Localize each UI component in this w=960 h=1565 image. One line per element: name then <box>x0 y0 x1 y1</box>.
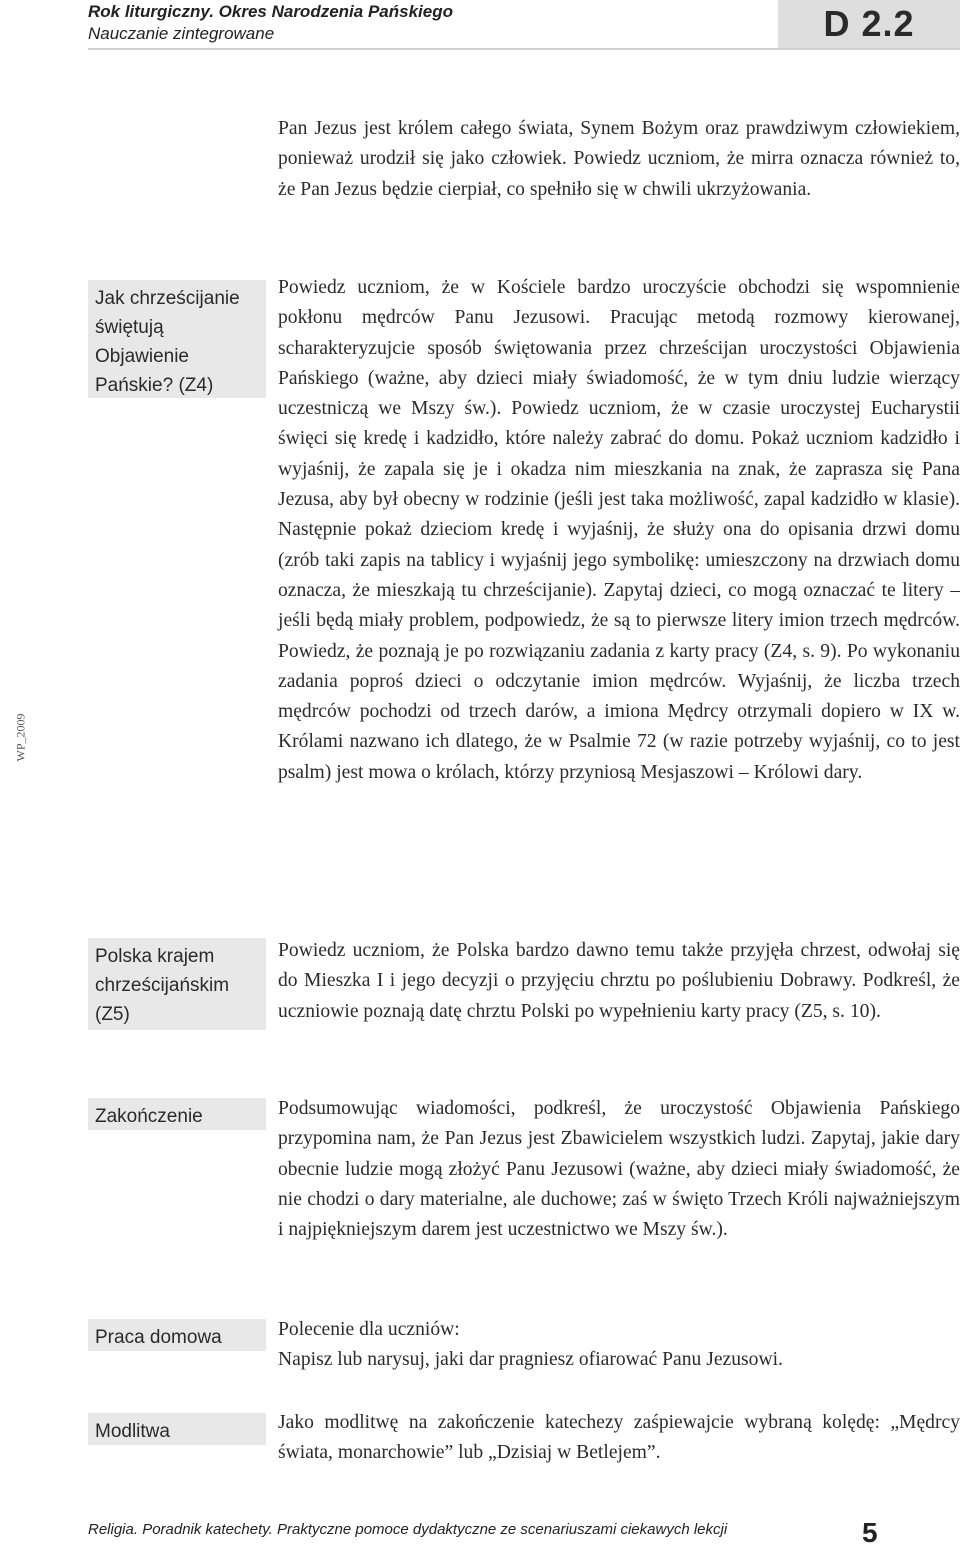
section-label-praca-domowa: Praca domowa <box>88 1319 266 1351</box>
section-text-objawienie: Powiedz uczniom, że w Kościele bardzo uroczyście obchodzi się wspomnienie pokłonu mędrców Panu Jezusowi. Pracując metodą rozmowy kierowanej, scharakteryzujcie sposób świętowania przez chrześcijan uroczystości Objawienia Pańskiego (ważne, aby dzieci miały świadomość, że w tym dniu ludzie wierzący uczestniczą we Mszy św.). Powiedz uczniom, że w czasie uroczystej Eucharystii święci się kredę i kadzidło, które należy zabrać do domu. Pokaż uczniom kadzidło i wyjaśnij, że zapala się je i okadza nim mieszkania na znak, że zaprasza się Pana Jezusa, aby był obecny w rodzinie (jeśli jest taka możliwość, zapal kadzidło w klasie). Następnie pokaż dzieciom kredę i wyjaśnij, że służy ona do opisania drzwi domu (zrób taki zapis na tablicy i wyjaśnij jego symbolikę: umieszczony na drzwiach domu oznacza, że mieszkają tu chrześcijanie). Zapytaj dzieci, co mogą oznaczać te litery – jeśli będą miały problem, podpowiedz, że są to pierwsze litery imion trzech mędrców. Powiedz, że poznają je po rozwiązaniu zadania z karty pracy (Z4, s. 9). Po wykonaniu zadania poproś dzieci o odczytanie imion mędrców. Wyjaśnij, że liczba trzech mędrców pochodzi od trzech darów, a imiona Mędrcy otrzymali dopiero w IX w. Królami nazwano ich dlatego, że w Psalmie 72 (w razie potrzeby wyjaśnij, co to jest psalm) jest mowa o królach, którzy przyniosą Mesjaszowi – Królowi dary. <box>278 277 960 783</box>
section-text-polska: Powiedz uczniom, że Polska bardzo dawno temu także przyjęła chrzest, odwołaj się do Mieszka I i jego decyzji o przyjęciu chrztu po poślubieniu Dobrawy. Podkreśl, że uczniowie poznają datę chrztu Polski po wypełnieniu karty pracy (Z5, s. 10). <box>278 940 960 1022</box>
header-rule <box>88 48 960 50</box>
homework-instruction: Polecenie dla uczniów: <box>278 1319 460 1340</box>
section-label-objawienie: Jak chrześcijanie świętują Objawienie Pańskie? (Z4) <box>88 280 266 398</box>
side-margin-label: WP_2009 <box>13 713 28 762</box>
section-text-zakonczenie: Podsumowując wiadomości, podkreśl, że uroczystość Objawienia Pańskiego przypomina nam, że Pan Jezus jest Zbawicielem wszystkich ludzi. Zapytaj, jakie dary obecnie ludzie mogą złożyć Panu Jezusowi (ważne, aby dzieci miały świadomość, że nie chodzi o dary materialne, ale duchowe; zaś w święto Trzech Króli najważniejszym i najpiękniejszym darem jest uczestnictwo we Mszy św.). <box>278 1098 960 1241</box>
section-label-modlitwa: Modlitwa <box>88 1413 266 1445</box>
header-title: Rok liturgiczny. Okres Narodzenia Pańskiego <box>88 2 453 21</box>
header-code-box <box>778 0 960 48</box>
header-subtitle: Nauczanie zintegrowane <box>88 24 275 43</box>
footer-text: Religia. Poradnik katechety. Praktyczne pomoce dydaktyczne ze scenariuszami ciekawych lekcji <box>88 1521 728 1538</box>
section-label-zakonczenie: Zakończenie <box>88 1098 266 1130</box>
intro-paragraph: Pan Jezus jest królem całego świata, Synem Bożym oraz prawdziwym człowiekiem, ponieważ urodził się jako człowiek. Powiedz uczniom, że mirra oznacza również to, że Pan Jezus będzie cierpiał, co spełniło się w chwili ukrzyżowania. <box>278 118 960 200</box>
page-number: 5 <box>862 1517 878 1548</box>
section-text-praca-domowa <box>278 1315 960 1376</box>
section-label-polska: Polska krajem chrześcijańskim (Z5) <box>88 938 266 1030</box>
homework-task: Napisz lub narysuj, jaki dar pragniesz ofiarować Panu Jezusowi. <box>278 1349 783 1371</box>
header-code: D 2.2 <box>823 3 915 44</box>
section-text-modlitwa: Jako modlitwę na zakończenie katechezy zaśpiewajcie wybraną kolędę: „Mędrcy świata, monarchowie” lub „Dzisiaj w Betlejem”. <box>278 1412 960 1464</box>
